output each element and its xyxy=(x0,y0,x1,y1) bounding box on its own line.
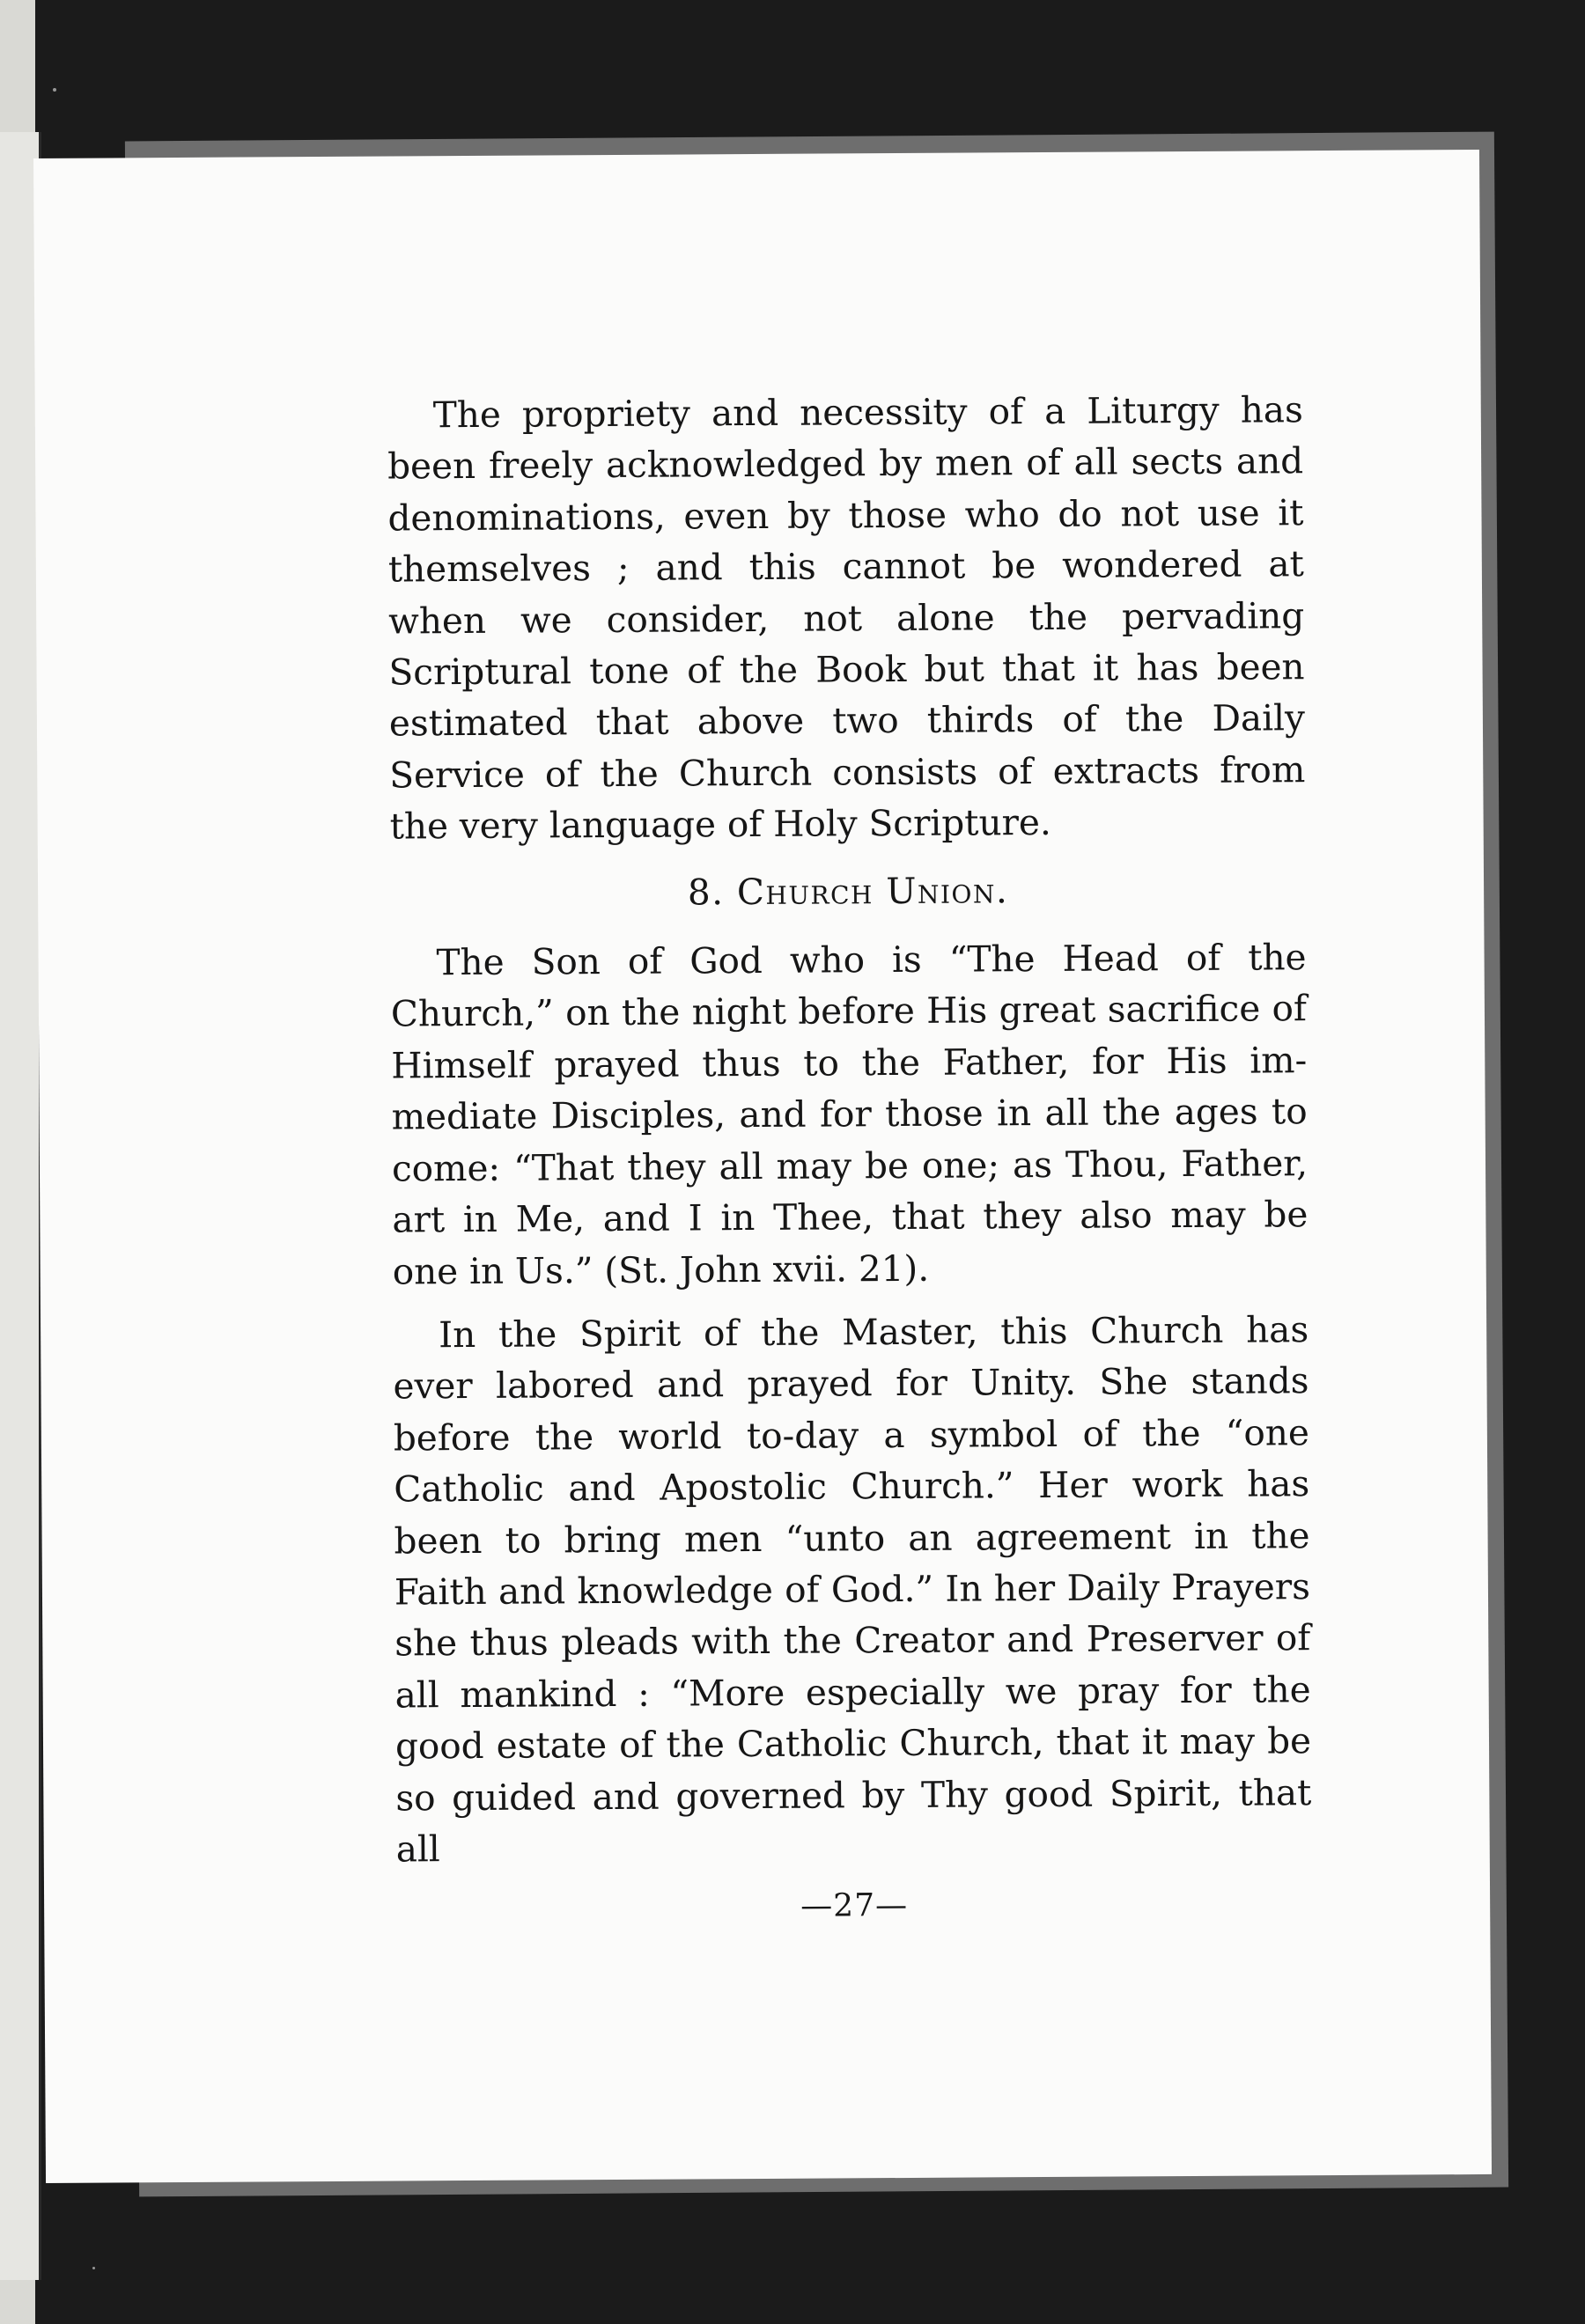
scan-speck xyxy=(53,88,56,92)
book-page xyxy=(33,150,1492,2183)
paragraph-liturgy: The propriety and necessity of a Liturgy has been freely acknowledged by men of all sects and denominations, even by those who do not use it themselves ; and this cannot be wondered at when we consider, not alone the pervading Scriptural tone of the Book but that it has been estimated that above two thirds of the Daily Service of the Church consists of extracts from the very language of Holy Scripture. xyxy=(387,388,1306,848)
section-number: 8. xyxy=(687,870,725,914)
section-heading xyxy=(390,863,1306,920)
section-title: Church Union. xyxy=(736,868,1009,913)
page-text xyxy=(387,384,1313,1935)
paragraph-son-of-god: The Son of God who is “The Head of the Church,” on the night before His great sacrifice of Himself prayed thus to the Father, for His immediate Disciples, and for those in all the ages to come: “That they all may be one; as Thou, Father, art in Me, and I in Thee, that they also may be one in Us.” (St. John xvii. 21). xyxy=(390,936,1309,1293)
page-number: —27— xyxy=(800,1887,909,1925)
paragraph-spirit-of-master: In the Spirit of the Master, this Church has ever labored and prayed for Unity. She stands before the world to-day a symbol of the “one Catholic and Apostolic Church.” Her work has been to bring men “unto an agreement in the Faith and knowledge of God.” In her Daily Prayers she thus pleads with the Creator and Preserver of all mankind : “More especially we pray for the good estate of the Catholic Church, that it may be so guided and governed by Thy good Spirit, that all xyxy=(393,1308,1312,1871)
scan-speck xyxy=(92,2267,95,2269)
